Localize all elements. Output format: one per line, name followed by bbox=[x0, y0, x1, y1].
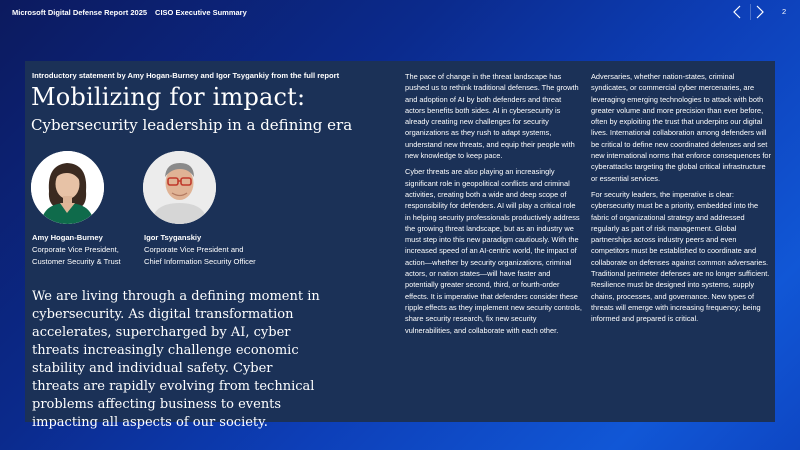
person-name: Amy Hogan-Burney bbox=[32, 233, 103, 242]
chevron-left-icon bbox=[732, 5, 742, 19]
body-paragraph: The pace of change in the threat landscape has pushed us to rethink traditional defenses. The growth and adoption of AI by both defenders and threat actors benefits both sides. AI in cybersecurity is already creating new challenges for security organizations as they rush to adapt systems, understand new threats, and equip their people with new knowledge to keep pace. bbox=[405, 72, 579, 161]
body-paragraph: Adversaries, whether nation-states, criminal syndicates, or commercial cyber mercenaries, are leveraging emerging technologies to attack with both greater volume and more precision than ever before, often by exploiting the trust that underpins our digital lives. International collaboration among defenders will be critical to define new coordinated defenses and set new international norms that enforce consequences for cyberattacks targeting the global critical infrastructure or essential services. bbox=[591, 72, 771, 183]
body-column-1 bbox=[405, 71, 582, 341]
person-title: Corporate Vice President, bbox=[32, 245, 119, 254]
previous-page-button[interactable] bbox=[727, 2, 747, 22]
report-header bbox=[0, 0, 800, 24]
body-paragraph: For security leaders, the imperative is clear: cybersecurity must be a priority, embedded into the fabric of organizational strategy and addressed regularly as part of risk management. Global partnerships across industry peers and even competitors must be established to coordinate and collaborate on defenses against common adversaries. Traditional perimeter defenses are no longer sufficient. Resilience must be designed into systems, supply chains, processes, and governance. New types of threats will emerge with increasing frequency; being informed and prepared is critical. bbox=[591, 189, 770, 324]
person-card bbox=[144, 232, 294, 268]
next-page-button[interactable] bbox=[750, 2, 770, 22]
body-paragraph: Cyber threats are also playing an increasingly significant role in geopolitical conflicts and criminal activities, creating both a wide and deep scope of responsibility for defenders. AI will play a critical role in helping security professionals productively address the growing threat landscape, but as an industry we must step into this new paradigm cautiously. With the increased speed of an AI-centric world, the impact of action—whether by security organizations, criminal actors, or nation states—will have faster and potentially greater second, third, or fourth-order effects. It is imperative that defenders consider these ripple effects as they implement new security controls, share security research, fix new security vulnerabilities, and collaborate with each other. bbox=[405, 167, 582, 335]
report-title: Microsoft Digital Defense Report 2025 bbox=[12, 7, 148, 17]
person-title: Chief Information Security Officer bbox=[144, 257, 256, 266]
person-title: Corporate Vice President and bbox=[144, 245, 244, 254]
chevron-right-icon bbox=[755, 5, 765, 19]
body-column-2 bbox=[591, 71, 771, 330]
person-photo-icon bbox=[143, 151, 216, 224]
person-photo-icon bbox=[31, 151, 104, 224]
page-title: Mobilizing for impact: bbox=[31, 83, 306, 111]
page-subtitle: Cybersecurity leadership in a defining era bbox=[31, 116, 353, 134]
portrait-amy-hogan-burney bbox=[31, 151, 104, 224]
pull-quote: We are living through a defining moment in cybersecurity. As digital transformation accelerates, supercharged by AI, cyber threats increasingly challenge economic stability and individual safety. Cyber threats are rapidly evolving from technical problems affecting business to events impacting all aspects of our society. bbox=[32, 289, 320, 430]
content-panel bbox=[25, 61, 775, 430]
section-title: CISO Executive Summary bbox=[155, 7, 247, 17]
person-title: Customer Security & Trust bbox=[32, 257, 121, 266]
portrait-igor-tsyganskiy bbox=[143, 151, 216, 224]
intro-label: Introductory statement by Amy Hogan-Burney and Igor Tsygankiy from the full report bbox=[32, 71, 340, 80]
person-name: Igor Tsyganskiy bbox=[144, 233, 202, 242]
page-number: 2 bbox=[782, 7, 787, 16]
person-card bbox=[32, 232, 147, 268]
